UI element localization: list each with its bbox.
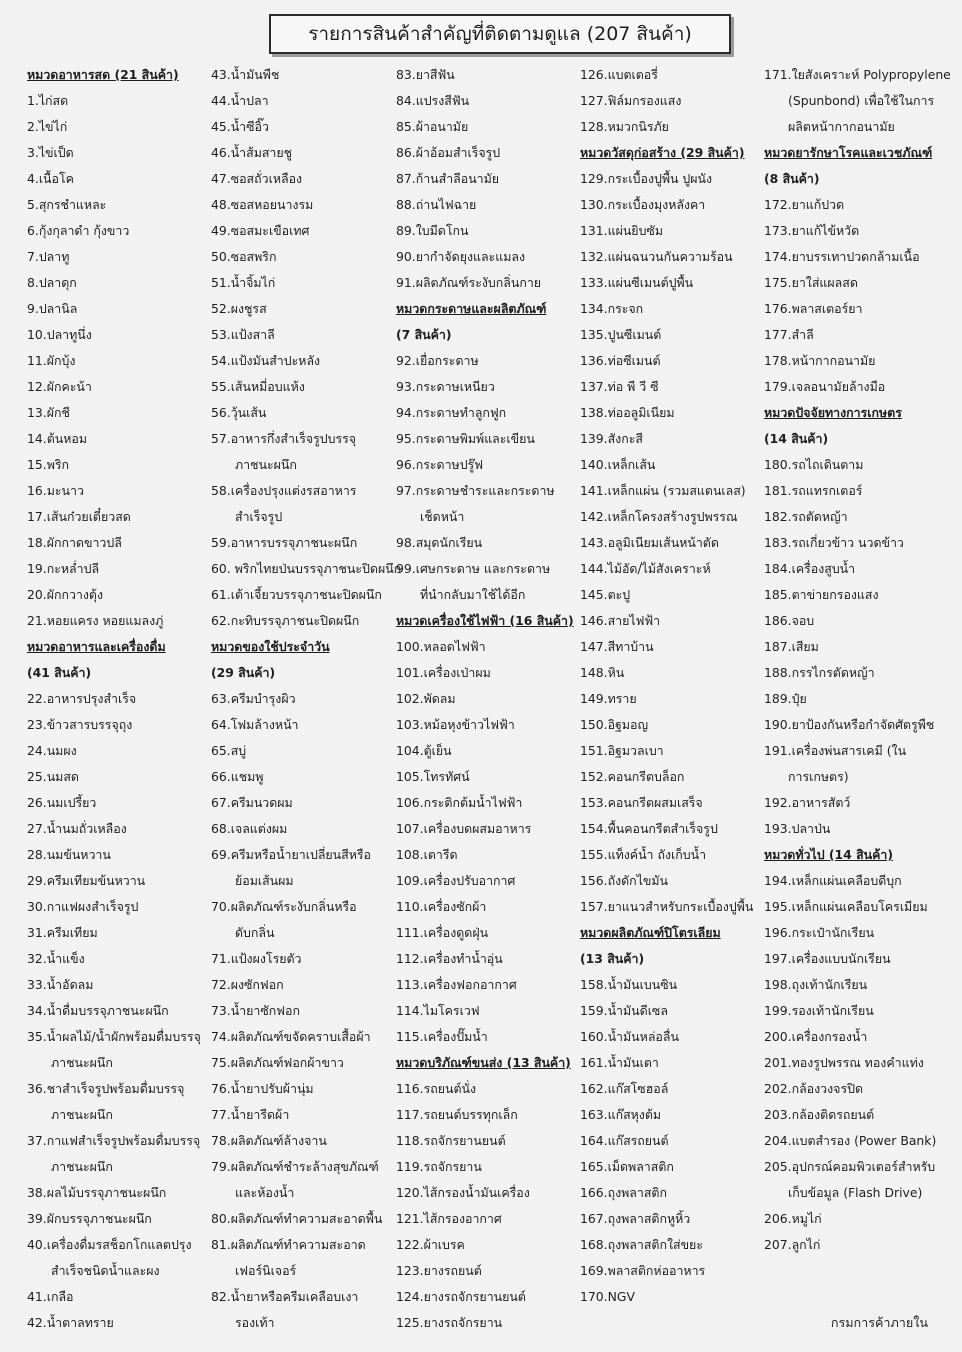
list-item: 92.เยื่อกระดาษ — [396, 353, 479, 368]
list-item: 58.เครื่องปรุงแต่งรสอาหาร — [211, 483, 357, 498]
list-item: 164.แก๊สรถยนต์ — [580, 1133, 669, 1148]
list-item: 48.ซอสหอยนางรม — [211, 197, 314, 212]
list-item: 166.ถุงพลาสติก — [580, 1185, 667, 1200]
list-item: 112.เครื่องทำน้ำอุ่น — [396, 951, 503, 966]
list-item: 66.แชมพู — [211, 769, 264, 784]
list-item: 51.น้ำจิ้มไก่ — [211, 275, 276, 290]
list-item: 16.มะนาว — [27, 483, 84, 498]
list-item: 45.น้ำซีอิ๊ว — [211, 119, 269, 134]
list-item-continuation: เฟอร์นิเจอร์ — [235, 1263, 297, 1278]
category-heading: หมวดของใช้ประจำวัน — [211, 639, 330, 654]
list-item: 55.เส้นหมี่อบแห้ง — [211, 379, 305, 394]
list-item: 151.อิฐมวลเบา — [580, 743, 664, 758]
list-item-continuation: เช็ดหน้า — [420, 509, 465, 524]
category-heading: หมวดผลิตภัณฑ์ปิโตรเลียม — [580, 925, 721, 940]
list-item: 176.พลาสเตอร์ยา — [764, 301, 863, 316]
list-item: 46.น้ำส้มสายชู — [211, 145, 293, 160]
list-item: 120.ไส้กรองน้ำมันเครื่อง — [396, 1185, 530, 1200]
list-item: 41.เกลือ — [27, 1289, 74, 1304]
list-item-continuation: ผลิตหน้ากากอนามัย — [788, 119, 895, 134]
list-item: 203.กล้องติดรถยนต์ — [764, 1107, 875, 1122]
list-item-continuation: รองเท้า — [235, 1315, 275, 1330]
list-item: 145.ตะปู — [580, 587, 631, 602]
list-item: 83.ยาสีฟัน — [396, 67, 455, 82]
list-item: 6.กุ้งกุลาดำ กุ้งขาว — [27, 223, 130, 238]
list-item: 170.NGV — [580, 1289, 635, 1304]
list-item: 60. พริกไทยป่นบรรจุภาชนะปิดผนึก — [211, 561, 402, 576]
list-item: 44.น้ำปลา — [211, 93, 269, 108]
list-item: 13.ผักชี — [27, 405, 70, 420]
list-item: 122.ผ้าเบรค — [396, 1237, 465, 1252]
list-item: 19.กะหล่ำปลี — [27, 561, 100, 576]
list-item: 57.อาหารกึ่งสำเร็จรูปบรรจุ — [211, 431, 357, 446]
list-item: 98.สมุดนักเรียน — [396, 535, 483, 550]
list-item: 207.ลูกไก่ — [764, 1237, 821, 1252]
list-item: 136.ท่อซีเมนต์ — [580, 353, 661, 368]
list-item: 1.ไก่สด — [27, 93, 69, 108]
list-item: 30.กาแฟผงสำเร็จรูป — [27, 899, 139, 914]
list-item: 7.ปลาทู — [27, 249, 70, 264]
list-item: 198.ถุงเท้านักเรียน — [764, 977, 868, 992]
list-item: 49.ซอสมะเขือเทศ — [211, 223, 310, 238]
list-item: 143.อลูมิเนียมเส้นหน้าตัด — [580, 535, 719, 550]
list-item: 9.ปลานิล — [27, 301, 78, 316]
list-item-continuation: ภาชนะผนึก — [51, 1055, 113, 1070]
list-item: 103.หม้อหุงข้าวไฟฟ้า — [396, 717, 515, 732]
list-item: 77.น้ำยารีดผ้า — [211, 1107, 290, 1122]
list-item: 91.ผลิตภัณฑ์ระงับกลิ่นกาย — [396, 275, 542, 290]
list-item: 172.ยาแก้ปวด — [764, 197, 845, 212]
list-item: 125.ยางรถจักรยาน — [396, 1315, 503, 1330]
list-item: 50.ซอสพริก — [211, 249, 277, 264]
list-item-continuation: ย้อมเส้นผม — [235, 873, 294, 888]
footer-source: กรมการค้าภายใน — [830, 1315, 928, 1330]
list-item: 205.อุปกรณ์คอมพิวเตอร์สำหรับ — [764, 1159, 936, 1174]
list-item: 104.ตู้เย็น — [396, 743, 452, 758]
list-item: 81.ผลิตภัณฑ์ทำความสะอาด — [211, 1237, 366, 1252]
list-item: 89.ใบมีดโกน — [396, 223, 469, 238]
page-title: รายการสินค้าสำคัญที่ติดตามดูแล (207 สินค้า) — [269, 14, 731, 54]
category-heading: หมวดยารักษาโรคและเวชภัณฑ์ — [764, 145, 933, 160]
list-item: 52.ผงชูรส — [211, 301, 267, 316]
list-item: 107.เครื่องบดผสมอาหาร — [396, 821, 532, 836]
list-item: 106.กระติกต้มน้ำไฟฟ้า — [396, 795, 523, 810]
list-item: 100.หลอดไฟฟ้า — [396, 639, 486, 654]
list-item: 74.ผลิตภัณฑ์ขจัดคราบเสื้อผ้า — [211, 1029, 371, 1044]
list-item: 84.แปรงสีฟัน — [396, 93, 470, 108]
list-item: 184.เครื่องสูบน้ำ — [764, 561, 856, 576]
list-item-continuation: สำเร็จรูป — [235, 509, 283, 524]
list-item: 148.หิน — [580, 665, 625, 680]
list-item: 158.น้ำมันเบนซิน — [580, 977, 678, 992]
list-item: 54.แป้งมันสำปะหลัง — [211, 353, 321, 368]
list-item: 85.ผ้าอนามัย — [396, 119, 469, 134]
list-item-continuation: (Spunbond) เพื่อใช้ในการ — [788, 93, 935, 108]
list-item: 123.ยางรถยนต์ — [396, 1263, 482, 1278]
list-item: 105.โทรทัศน์ — [396, 769, 470, 784]
column-5 — [764, 62, 952, 1258]
list-item: 150.อิฐมอญ — [580, 717, 649, 732]
list-item: 180.รถไถเดินตาม — [764, 457, 864, 472]
list-item: 201.ทองรูปพรรณ ทองคำแท่ง — [764, 1055, 924, 1070]
list-item: 149.ทราย — [580, 691, 637, 706]
list-item: 97.กระดาษชำระและกระดาษ — [396, 483, 555, 498]
list-item: 183.รถเกี่ยวข้าว นวดข้าว — [764, 535, 904, 550]
column-1 — [27, 62, 215, 1336]
category-count: (13 สินค้า) — [580, 951, 645, 966]
list-item: 43.น้ำมันพืช — [211, 67, 280, 82]
list-item: 196.กระเป๋านักเรียน — [764, 925, 875, 940]
list-item: 2.ไข่ไก่ — [27, 119, 68, 134]
list-item: 94.กระดาษทำลูกฟูก — [396, 405, 507, 420]
list-item: 204.แบตสำรอง (Power Bank) — [764, 1133, 937, 1148]
list-item: 188.กรรไกรตัดหญ้า — [764, 665, 875, 680]
list-item: 131.แผ่นยิบซัม — [580, 223, 664, 238]
list-item: 127.ฟิล์มกรองแสง — [580, 93, 682, 108]
list-item: 165.เม็ดพลาสติก — [580, 1159, 674, 1174]
list-item: 177.สำลี — [764, 327, 814, 342]
list-item: 137.ท่อ พี วี ซี — [580, 379, 659, 394]
list-item: 162.แก๊สโซฮอล์ — [580, 1081, 669, 1096]
list-item: 182.รถตัดหญ้า — [764, 509, 848, 524]
category-count: (7 สินค้า) — [396, 327, 452, 342]
list-item: 117.รถยนต์บรรทุกเล็ก — [396, 1107, 518, 1122]
list-item: 63.ครีมบำรุงผิว — [211, 691, 296, 706]
list-item: 5.สุกรชำแหละ — [27, 197, 107, 212]
list-item: 70.ผลิตภัณฑ์ระงับกลิ่นหรือ — [211, 899, 357, 914]
list-item: 141.เหล็กแผ่น (รวมสแตนเลส) — [580, 483, 746, 498]
list-item: 191.เครื่องพ่นสารเคมี (ใน — [764, 743, 907, 758]
list-item: 167.ถุงพลาสติกหูหิ้ว — [580, 1211, 691, 1226]
list-item: 168.ถุงพลาสติกใส่ขยะ — [580, 1237, 703, 1252]
list-item: 126.แบตเตอรี่ — [580, 67, 658, 82]
list-item: 111.เครื่องดูดฝุ่น — [396, 925, 489, 940]
list-item: 42.น้ำตาลทราย — [27, 1315, 114, 1330]
list-item: 86.ผ้าอ้อมสำเร็จรูป — [396, 145, 501, 160]
list-item: 114.ไมโครเวฟ — [396, 1003, 480, 1018]
list-item: 34.น้ำดื่มบรรจุภาชนะผนึก — [27, 1003, 169, 1018]
list-item: 61.เต้าเจี้ยวบรรจุภาชนะปิดผนึก — [211, 587, 382, 602]
list-item-continuation: การเกษตร) — [788, 769, 849, 784]
list-item: 115.เครื่องปั๊มน้ำ — [396, 1029, 488, 1044]
category-heading: หมวดปัจจัยทางการเกษตร — [764, 405, 902, 420]
category-heading: หมวดกระดาษและผลิตภัณฑ์ — [396, 301, 547, 316]
list-item: 101.เครื่องเป่าผม — [396, 665, 491, 680]
list-item: 71.แป้งผงโรยตัว — [211, 951, 302, 966]
list-item: 35.น้ำผลไม้/น้ำผักพร้อมดื่มบรรจุ — [27, 1029, 201, 1044]
list-item: 15.พริก — [27, 457, 70, 472]
list-item: 189.ปุ๋ย — [764, 691, 807, 706]
list-item: 181.รถแทรกเตอร์ — [764, 483, 863, 498]
list-item-continuation: ภาชนะผนึก — [235, 457, 297, 472]
list-item: 187.เสียม — [764, 639, 819, 654]
list-item: 134.กระจก — [580, 301, 644, 316]
list-item: 23.ข้าวสารบรรจุถุง — [27, 717, 133, 732]
list-item: 133.แผ่นซีเมนต์ปูพื้น — [580, 275, 694, 290]
list-item: 93.กระดาษเหนียว — [396, 379, 495, 394]
list-item-continuation: ดับกลิ่น — [235, 925, 275, 940]
category-count: (29 สินค้า) — [211, 665, 276, 680]
list-item: 192.อาหารสัตว์ — [764, 795, 851, 810]
list-item: 21.หอยแครง หอยแมลงภู่ — [27, 613, 164, 628]
list-item: 160.น้ำมันหล่อลื่น — [580, 1029, 679, 1044]
list-item: 157.ยาแนวสำหรับกระเบื้องปูพื้น — [580, 899, 754, 914]
list-item: 138.ท่ออลูมิเนียม — [580, 405, 675, 420]
list-item: 12.ผักคะน้า — [27, 379, 92, 394]
category-heading: หมวดเครื่องใช้ไฟฟ้า (16 สินค้า) — [396, 613, 574, 628]
list-item: 96.กระดาษปรู๊ฟ — [396, 457, 483, 472]
list-item: 110.เครื่องซักผ้า — [396, 899, 487, 914]
list-item: 109.เครื่องปรับอากาศ — [396, 873, 516, 888]
list-item: 69.ครีมหรือน้ำยาเปลี่ยนสีหรือ — [211, 847, 371, 862]
list-item: 25.นมสด — [27, 769, 79, 784]
list-item: 10.ปลาทูนึ่ง — [27, 327, 92, 342]
list-item: 193.ปลาป่น — [764, 821, 831, 836]
list-item: 72.ผงซักฟอก — [211, 977, 284, 992]
list-item: 197.เครื่องแบบนักเรียน — [764, 951, 891, 966]
list-item: 68.เจลแต่งผม — [211, 821, 288, 836]
list-item: 202.กล้องวงจรปิด — [764, 1081, 864, 1096]
list-item: 135.ปูนซีเมนต์ — [580, 327, 662, 342]
list-item: 147.สีทาบ้าน — [580, 639, 654, 654]
list-item: 113.เครื่องฟอกอากาศ — [396, 977, 517, 992]
list-item: 36.ชาสำเร็จรูปพร้อมดื่มบรรจุ — [27, 1081, 185, 1096]
category-count: (41 สินค้า) — [27, 665, 92, 680]
list-item: 39.ผักบรรจุภาชนะผนึก — [27, 1211, 152, 1226]
list-item-continuation: เก็บข้อมูล (Flash Drive) — [788, 1185, 923, 1200]
list-item: 130.กระเบื้องมุงหลังคา — [580, 197, 706, 212]
category-heading: หมวดบริภัณฑ์ขนส่ง (13 สินค้า) — [396, 1055, 571, 1070]
list-item: 206.หมูไก่ — [764, 1211, 822, 1226]
list-item: 128.หมวกนิรภัย — [580, 119, 669, 134]
list-item: 31.ครีมเทียม — [27, 925, 98, 940]
column-4 — [580, 62, 768, 1310]
list-item-continuation: ภาชนะผนึก — [51, 1107, 113, 1122]
list-item: 62.กะทิบรรจุภาชนะปิดผนึก — [211, 613, 360, 628]
list-item: 199.รองเท้านักเรียน — [764, 1003, 874, 1018]
list-item: 90.ยากำจัดยุงและแมลง — [396, 249, 526, 264]
list-item: 33.น้ำอัดลม — [27, 977, 94, 992]
list-item: 47.ซอสถั่วเหลือง — [211, 171, 303, 186]
list-item: 17.เส้นก๋วยเตี๋ยวสด — [27, 509, 131, 524]
list-item: 56.วุ้นเส้น — [211, 405, 267, 420]
list-item: 154.พื้นคอนกรีตสำเร็จรูป — [580, 821, 718, 836]
category-heading: หมวดอาหารสด (21 สินค้า) — [27, 67, 179, 82]
list-item: 82.น้ำยาหรือครีมเคลือบเงา — [211, 1289, 359, 1304]
category-heading: หมวดทั่วไป (14 สินค้า) — [764, 847, 894, 862]
list-item: 190.ยาป้องกันหรือกำจัดศัตรูพืช — [764, 717, 935, 732]
list-item: 132.แผ่นฉนวนกันความร้อน — [580, 249, 733, 264]
list-item: 173.ยาแก้ไข้หวัด — [764, 223, 860, 238]
list-item: 186.จอบ — [764, 613, 815, 628]
list-item: 22.อาหารปรุงสำเร็จ — [27, 691, 137, 706]
list-item: 121.ไส้กรองอากาศ — [396, 1211, 502, 1226]
list-item: 195.เหล็กแผ่นเคลือบโครเมียม — [764, 899, 928, 914]
column-3 — [396, 62, 584, 1336]
list-item: 4.เนื้อโค — [27, 171, 74, 186]
list-item: 116.รถยนต์นั่ง — [396, 1081, 477, 1096]
list-item: 159.น้ำมันดีเซล — [580, 1003, 668, 1018]
list-item: 179.เจลอนามัยล้างมือ — [764, 379, 886, 394]
list-item: 142.เหล็กโครงสร้างรูปพรรณ — [580, 509, 738, 524]
list-item: 161.น้ำมันเตา — [580, 1055, 659, 1070]
list-item: 108.เตารีด — [396, 847, 458, 862]
list-item: 175.ยาใส่แผลสด — [764, 275, 858, 290]
list-item: 79.ผลิตภัณฑ์ชำระล้างสุขภัณฑ์ — [211, 1159, 379, 1174]
list-item: 37.กาแฟสำเร็จรูปพร้อมดื่มบรรจุ — [27, 1133, 201, 1148]
list-item: 178.หน้ากากอนามัย — [764, 353, 876, 368]
list-item: 78.ผลิตภัณฑ์ล้างจาน — [211, 1133, 327, 1148]
list-item: 174.ยาบรรเทาปวดกล้ามเนื้อ — [764, 249, 920, 264]
list-item: 26.นมเปรี้ยว — [27, 795, 97, 810]
list-item: 53.แป้งสาลี — [211, 327, 275, 342]
list-item: 139.สังกะสี — [580, 431, 643, 446]
list-item: 64.โฟมล้างหน้า — [211, 717, 299, 732]
list-item: 185.ตาข่ายกรองแสง — [764, 587, 879, 602]
list-item: 156.ถังดักไขมัน — [580, 873, 669, 888]
list-item: 76.น้ำยาปรับผ้านุ่ม — [211, 1081, 314, 1096]
list-item: 163.แก๊สหุงต้ม — [580, 1107, 662, 1122]
list-item: 118.รถจักรยานยนต์ — [396, 1133, 506, 1148]
category-heading: หมวดอาหารและเครื่องดื่ม — [27, 639, 166, 654]
list-item: 140.เหล็กเส้น — [580, 457, 656, 472]
list-item: 38.ผลไม้บรรจุภาชนะผนึก — [27, 1185, 167, 1200]
list-item: 152.คอนกรีตบล็อก — [580, 769, 685, 784]
list-item: 11.ผักบุ้ง — [27, 353, 76, 368]
list-item: 99.เศษกระดาษ และกระดาษ — [396, 561, 551, 576]
list-item-continuation: และห้องน้ำ — [235, 1185, 295, 1200]
list-item: 102.พัดลม — [396, 691, 456, 706]
list-item: 95.กระดาษพิมพ์และเขียน — [396, 431, 535, 446]
list-item: 20.ผักกวางตุ้ง — [27, 587, 104, 602]
list-item: 3.ไข่เป็ด — [27, 145, 74, 160]
list-item-continuation: ที่นำกลับมาใช้ได้อีก — [420, 587, 526, 602]
list-item: 194.เหล็กแผ่นเคลือบดีบุก — [764, 873, 902, 888]
category-count: (14 สินค้า) — [764, 431, 829, 446]
list-item: 14.ต้นหอม — [27, 431, 87, 446]
list-item: 155.แท็งค์น้ำ ถังเก็บน้ำ — [580, 847, 707, 862]
list-item: 32.น้ำแข็ง — [27, 951, 85, 966]
list-item: 73.น้ำยาซักฟอก — [211, 1003, 300, 1018]
list-item: 119.รถจักรยาน — [396, 1159, 482, 1174]
list-item-continuation: ภาชนะผนึก — [51, 1159, 113, 1174]
list-item: 144.ไม้อัด/ไม้สังเคราะห์ — [580, 561, 711, 576]
column-2 — [211, 62, 402, 1336]
list-item: 67.ครีมนวดผม — [211, 795, 293, 810]
list-item: 65.สบู่ — [211, 743, 247, 758]
list-item: 29.ครีมเทียมข้นหวาน — [27, 873, 146, 888]
list-item: 24.นมผง — [27, 743, 77, 758]
list-item: 8.ปลาดุก — [27, 275, 77, 290]
list-item: 169.พลาสติกห่ออาหาร — [580, 1263, 706, 1278]
list-item: 129.กระเบื้องปูพื้น ปูผนัง — [580, 171, 713, 186]
list-item: 124.ยางรถจักรยานยนต์ — [396, 1289, 526, 1304]
list-item: 153.คอนกรีตผสมเสร็จ — [580, 795, 703, 810]
list-item: 27.น้ำนมถั่วเหลือง — [27, 821, 127, 836]
list-item: 75.ผลิตภัณฑ์ฟอกผ้าขาว — [211, 1055, 344, 1070]
list-item: 40.เครื่องดื่มรสช็อกโกแลตปรุง — [27, 1237, 192, 1252]
list-item: 28.นมข้นหวาน — [27, 847, 111, 862]
list-item: 88.ถ่านไฟฉาย — [396, 197, 477, 212]
list-item: 18.ผักกาดขาวปลี — [27, 535, 122, 550]
list-item: 171.ใยสังเคราะห์ Polypropylene — [764, 67, 951, 82]
list-item: 80.ผลิตภัณฑ์ทำความสะอาดพื้น — [211, 1211, 383, 1226]
list-item: 200.เครื่องกรองน้ำ — [764, 1029, 868, 1044]
list-item: 146.สายไฟฟ้า — [580, 613, 661, 628]
category-count: (8 สินค้า) — [764, 171, 820, 186]
list-item-continuation: สำเร็จชนิดน้ำและผง — [51, 1263, 160, 1278]
list-item: 87.ก้านสำลีอนามัย — [396, 171, 500, 186]
list-item: 59.อาหารบรรจุภาชนะผนึก — [211, 535, 358, 550]
category-heading: หมวดวัสดุก่อสร้าง (29 สินค้า) — [580, 145, 745, 160]
